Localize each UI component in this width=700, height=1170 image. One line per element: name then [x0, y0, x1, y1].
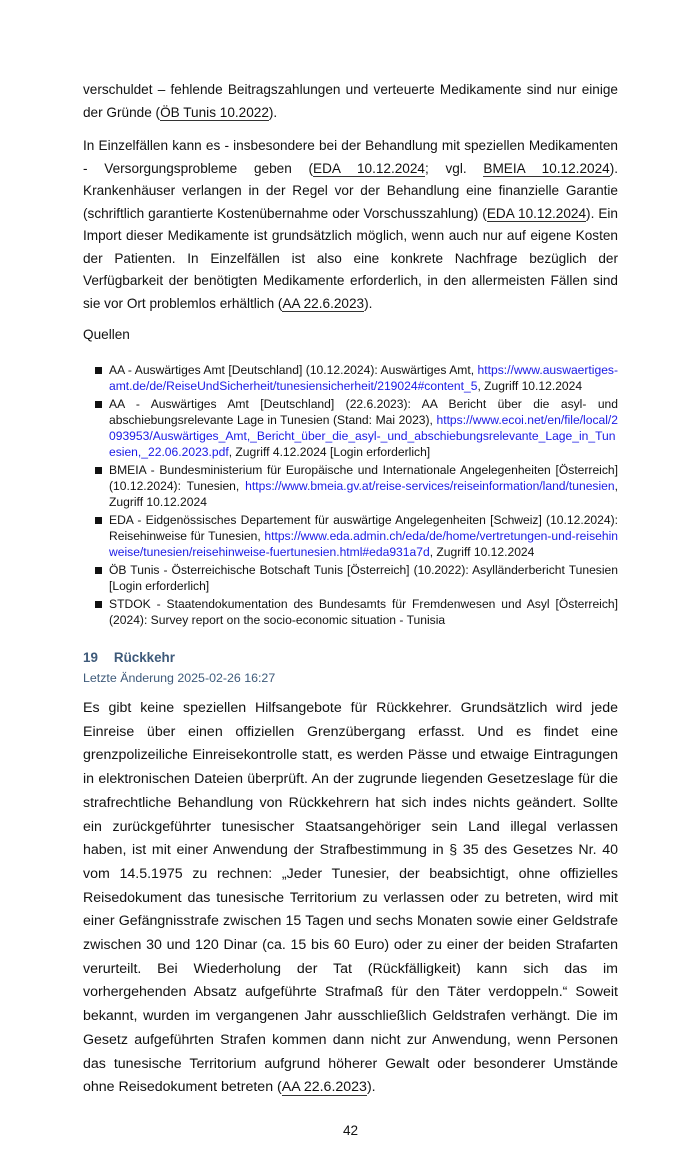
section-heading [83, 650, 618, 665]
citation-link[interactable]: BMEIA 10.12.2024 [483, 160, 610, 176]
text: ). Krankenhäuser verlangen in der Regel vor der Behandlung eine finanzielle Garantie (schriftlich garantierte Kostenübernahme oder Vorschusszahlung) ( [83, 160, 619, 221]
source-item [94, 596, 618, 628]
text: ; vgl. [425, 160, 484, 176]
source-item [94, 362, 618, 394]
source-text: STDOK - Staatendokumentation des Bundesamts für Fremdenwesen und Asyl [Österreich] (2024): Survey report on the socio-economic situation - Tunisia [109, 597, 618, 627]
source-item [94, 462, 618, 510]
source-text: ÖB Tunis - Österreichische Botschaft Tunis [Österreich] (10.2022): Asylländerbericht Tunesien [Login erforderlich] [109, 563, 618, 593]
sources-list [94, 362, 618, 628]
source-link[interactable]: https://www.auswaertiges-amt.de/de/ReiseUndSicherheit/tunesiensicherheit/219024#content_5 [109, 363, 618, 393]
source-link[interactable]: https://www.eda.admin.ch/eda/de/home/vertretungen-und-reisehinweise/tunesien/reisehinweise-fuertunesien.html#eda931a7d [109, 529, 618, 559]
source-link[interactable]: https://www.ecoi.net/en/file/local/2093953/Auswärtiges_Amt,_Bericht_über_die_asyl-_und_abschiebungsrelevante_Lage_in_Tunesien,_22.06.2023.pdf [109, 413, 618, 459]
citation-link[interactable]: EDA 10.12.2024 [313, 160, 425, 176]
source-access-date: , Zugriff 10.12.2024 [109, 479, 618, 509]
text: In Einzelfällen kann es - insbesondere bei der Behandlung mit speziellen Medikamenten - Versorgungsprobleme geben ( [83, 138, 618, 176]
citation-link[interactable]: AA 22.6.2023 [282, 295, 365, 311]
source-access-date: , Zugriff 10.12.2024 [477, 379, 583, 393]
source-item [94, 562, 618, 594]
section-number: 19 [83, 650, 98, 665]
source-link[interactable]: https://www.bmeia.gv.at/reise-services/reiseinformation/land/tunesien [245, 479, 615, 493]
text: ). [364, 295, 373, 311]
source-text: BMEIA - Bundesministerium für Europäische und Internationale Angelegenheiten [Österreich] (10.12.2024): Tunesien, [109, 463, 618, 493]
citation-link[interactable]: AA 22.6.2023 [281, 1079, 367, 1096]
citation-link[interactable]: ÖB Tunis 10.2022 [160, 104, 269, 120]
section-title: Rückkehr [113, 650, 175, 665]
paragraph-return [83, 697, 618, 1100]
source-access-date: , Zugriff 4.12.2024 [Login erforderlich] [228, 445, 431, 459]
last-changed: Letzte Änderung 2025-02-26 16:27 [83, 671, 276, 685]
citation-link[interactable]: EDA 10.12.2024 [486, 205, 587, 221]
text: ). Ein Import dieser Medikamente ist grundsätzlich möglich, wenn auch nur auf eigene Kosten der Patienten. In Einzelfällen ist also eine konkrete Nachfrage bezüglich der Verfügbarkeit der benötigten Medikamente erforderlich, in den allermeisten Fällen sind sie vor Ort problemlos erhältlich ( [83, 205, 618, 311]
document-page [83, 0, 618, 1170]
source-item [94, 396, 618, 460]
page-number: 42 [342, 1122, 359, 1138]
text: Es gibt keine speziellen Hilfsangebote für Rückkehrer. Grundsätzlich wird jede Einreise über einen offiziellen Grenzübergang erfasst. Und es findet eine grenzpolizeiliche Einreisekontrolle statt, es werden Pässe und etwaige Eintragungen in elektronischen Dateien überprüft. An der zugrunde liegenden Gesetzeslage für die strafrechtliche Behandlung von Rückkehrern hat sich indes nichts geändert. Sollte ein zurückgeführter tunesischer Staatsangehöriger sein Land illegal verlassen haben, ist mit einer Anwendung der Strafbestimmung in § 35 des Gesetzes Nr. 40 vom 14.5.1975 zu rechnen: „Jeder Tunesier, der beabsichtigt, ohne offizielles Reisedokument das tunesische Territorium zu verlassen oder zu betreten, wird mit einer Gefängnisstrafe zwischen 15 Tagen und sechs Monaten sowie einer Geldstrafe zwischen 30 und 120 Dinar (ca. 15 bis 60 Euro) oder zu einer der beiden Strafarten verurteilt. Bei Wiederholung der Tat (Rückfälligkeit) kann sich das im vorhergehenden Absatz aufgeführte Strafmaß für den Täter verdoppeln.“ Soweit bekannt, wurden im vergangenen Jahr ausschließlich Geldstrafen verhängt. Die im Gesetz aufgeführten Strafen kommen dann nicht zur Anwendung, wenn Personen das tunesische Territorium aufgrund höherer Gewalt oder besonderer Umstände ohne Reisedokument betreten ( [83, 700, 618, 1096]
paragraph-medication [83, 135, 618, 315]
paragraph-health-costs [83, 79, 618, 124]
text: ). [268, 104, 278, 120]
source-access-date: , Zugriff 10.12.2024 [429, 545, 535, 559]
source-text: AA - Auswärtiges Amt [Deutschland] (22.6.2023): AA Bericht über die asyl- und abschiebungsrelevante Lage in Tunesien (Stand: Mai 2023), [109, 397, 618, 427]
source-item [94, 512, 618, 560]
text: ). [366, 1079, 376, 1096]
source-text: AA - Auswärtiges Amt [Deutschland] (10.12.2024): Auswärtiges Amt, [109, 363, 478, 377]
sources-heading: Quellen [83, 327, 130, 342]
source-text: EDA - Eidgenössisches Departement für auswärtige Angelegenheiten [Schweiz] (10.12.2024): Reisehinweise für Tunesien, [109, 513, 618, 543]
text: verschuldet – fehlende Beitragszahlungen und verteuerte Medikamente sind nur einige der Gründe ( [83, 82, 618, 120]
